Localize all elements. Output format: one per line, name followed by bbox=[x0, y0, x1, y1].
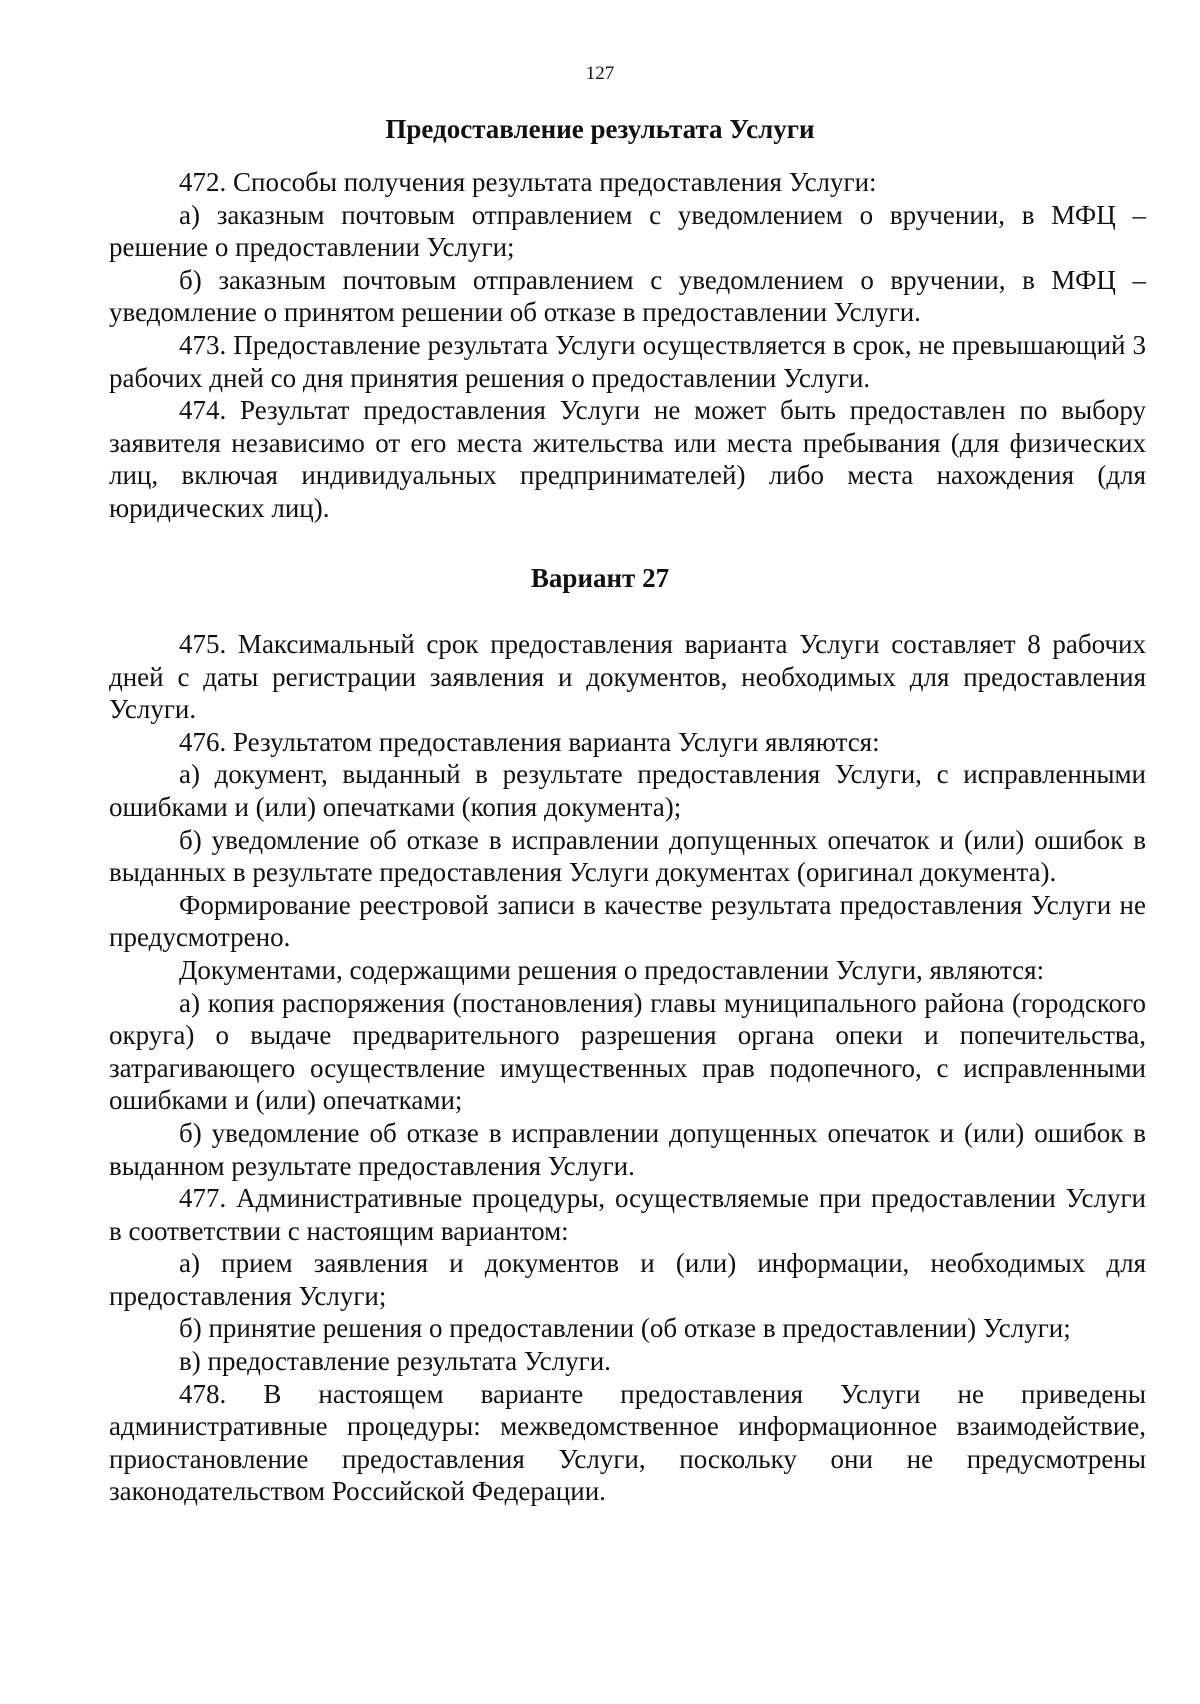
section-heading-variant: Вариант 27 bbox=[530, 563, 670, 593]
paragraph-documents-b: б) уведомление об отказе в исправлении допущенных опечаток и (или) ошибок в выданном результате предоставления Услуги. bbox=[109, 1117, 1146, 1181]
paragraph-472-a: а) заказным почтовым отправлением с уведомлением о вручении, в МФЦ – решение о предоставлении Услуги; bbox=[109, 199, 1146, 263]
paragraph-477-a: а) прием заявления и документов и (или) информации, необходимых для предоставления Услуги; bbox=[109, 1248, 1146, 1311]
paragraph-476-b: б) уведомление об отказе в исправлении допущенных опечаток и (или) ошибок в выданных в результате предоставления Услуги документах (оригинал документа). bbox=[109, 824, 1146, 888]
section-heading-result: Предоставление результата Услуги bbox=[385, 114, 815, 144]
paragraph-476-a: а) документ, выданный в результате предоставления Услуги, с исправленными ошибками и (или) опечатками (копия документа); bbox=[109, 759, 1146, 822]
paragraph-477-b: б) принятие решения о предоставлении (об отказе в предоставлении) Услуги; bbox=[179, 1313, 1071, 1344]
paragraph-documents-a: а) копия распоряжения (постановления) главы муниципального района (городского округа) о выдаче предварительного разрешения органа опеки и попечительства, затрагивающего осуществление имущественных прав подопечного, с исправленными ошибками и (или) опечатками; bbox=[109, 987, 1146, 1116]
paragraph-477: 477. Административные процедуры, осуществляемые при предоставлении Услуги в соответствии с настоящим вариантом: bbox=[109, 1183, 1146, 1246]
paragraph-registry: Формирование реестровой записи в качестве результата предоставления Услуги не предусмотрено. bbox=[109, 889, 1146, 953]
paragraph-472: 472. Способы получения результата предоставления Услуги: bbox=[179, 167, 877, 197]
paragraph-475: 475. Максимальный срок предоставления варианта Услуги составляет 8 рабочих дней с даты регистрации заявления и документов, необходимых для предоставления Услуги. bbox=[109, 629, 1146, 725]
section-body-variant bbox=[109, 628, 1146, 1508]
paragraph-478: 478. В настоящем варианте предоставления Услуги не приведены административные процедуры: межведомственное информационное взаимодействие, приостановление предоставления Услуги, поскольку они не предусмотрены законодательством Российской Федерации. bbox=[109, 1378, 1146, 1507]
page-number: 127 bbox=[585, 63, 615, 84]
paragraph-473: 473. Предоставление результата Услуги осуществляется в срок, не превышающий 3 рабочих дней со дня принятия решения о предоставлении Услуги. bbox=[109, 329, 1146, 393]
section-body-result bbox=[109, 166, 1146, 525]
paragraph-476: 476. Результатом предоставления варианта Услуги являются: bbox=[179, 726, 880, 757]
paragraph-474: 474. Результат предоставления Услуги не может быть предоставлен по выбору заявителя независимо от его места жительства или места пребывания (для физических лиц, включая индивидуальных предпринимателей) либо места нахождения (для юридических лиц). bbox=[109, 395, 1146, 523]
paragraph-472-b: б) заказным почтовым отправлением с уведомлением о вручении, в МФЦ – уведомление о принятом решении об отказе в предоставлении Услуги. bbox=[109, 264, 1146, 328]
paragraph-documents: Документами, содержащими решения о предоставлении Услуги, являются: bbox=[179, 954, 1045, 985]
paragraph-477-c: в) предоставление результата Услуги. bbox=[179, 1346, 611, 1377]
